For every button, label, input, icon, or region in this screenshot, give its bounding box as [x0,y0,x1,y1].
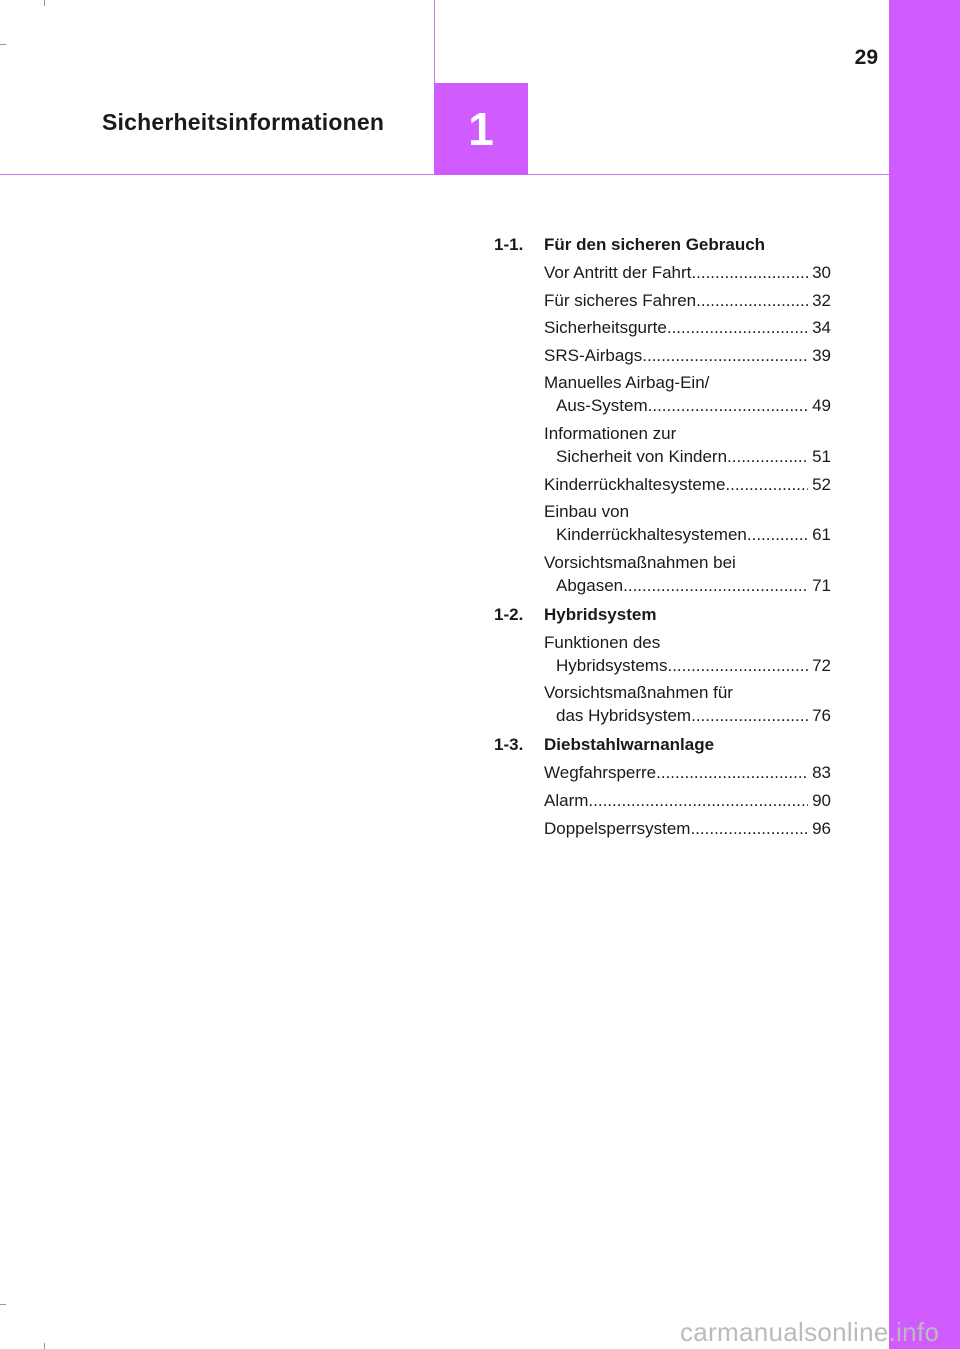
toc-entry[interactable] [544,789,831,812]
toc-entry[interactable] [544,761,831,784]
toc-entry-text: Alarm [544,790,589,810]
crop-mark [44,0,45,6]
section-title: Diebstahlwarnanlage [544,735,715,755]
toc-entry-line [544,654,831,677]
toc-entry-text: Kinderrückhaltesysteme [544,474,726,494]
toc-entry[interactable] [544,500,831,546]
toc-entry-text: Doppelsperrsystem [544,818,691,838]
toc-entry-text: Manuelles Airbag-Ein/ [544,373,710,393]
header-divider [434,0,435,84]
watermark: carmanualsonline.info [680,1317,940,1347]
toc-entry-line [544,473,831,496]
crop-mark [44,1343,45,1349]
toc-entry-line [544,289,831,312]
toc-entry-text: das Hybridsystem [556,706,692,726]
dot-leader [656,761,808,784]
toc-entry-text: Abgasen [556,575,624,595]
toc-page-number: 51 [812,446,831,466]
dot-leader [690,817,808,840]
toc-section [494,734,831,839]
toc-entry-text: Kinderrückhaltesystemen [556,525,747,545]
dot-leader [727,445,808,468]
toc-entry-text: Informationen zur [544,423,677,443]
toc-entry-line [544,704,831,727]
toc-entry-line [544,789,831,812]
toc-page-number: 32 [812,290,831,310]
toc-entry-line [544,574,831,597]
chapter-title: Sicherheitsinformationen [102,109,385,135]
toc-section-heading[interactable] [494,734,831,755]
toc-entry[interactable] [544,371,831,417]
toc-entry-line [544,500,831,523]
toc-entry-line [544,394,831,417]
toc-entry-line [544,445,831,468]
toc-page-number: 34 [812,318,831,338]
toc-entry-text: Wegfahrsperre [544,763,657,783]
toc-entry-text: Sicherheitsgurte [544,318,667,338]
toc-page-number: 61 [812,525,831,545]
toc-entry-line [544,631,831,654]
toc-section-heading[interactable] [494,234,831,255]
section-title: Hybridsystem [544,604,657,624]
toc-entry-text: SRS-Airbags [544,345,643,365]
toc-page-number: 90 [812,790,831,810]
toc-entry-text: Hybridsystems [556,655,668,675]
dot-leader [725,473,808,496]
section-number: 1-2. [494,604,524,624]
toc-entry[interactable] [544,316,831,339]
dot-leader [667,316,808,339]
toc-entry-line [544,261,831,284]
dot-leader [648,394,808,417]
dot-leader [691,261,808,284]
toc-entry-line [544,316,831,339]
table-of-contents [494,234,831,847]
toc-page-number: 76 [812,706,831,726]
toc-entry[interactable] [544,631,831,677]
toc-entry-text: Aus-System [556,396,648,416]
crop-mark [0,1304,6,1305]
toc-entry[interactable] [544,551,831,597]
section-title: Für den sicheren Gebrauch [544,235,766,254]
toc-entry[interactable] [544,289,831,312]
toc-entry[interactable] [544,473,831,496]
toc-entry-text: Für sicheres Fahren [544,290,697,310]
toc-page-number: 96 [812,818,831,838]
toc-page-number: 52 [812,474,831,494]
toc-entry[interactable] [544,422,831,468]
toc-entry-line [544,681,831,704]
section-number: 1-3. [494,735,524,755]
toc-entry-line [544,371,831,394]
toc-page-number: 71 [812,575,831,595]
section-number: 1-1. [494,235,524,254]
toc-entry-line [544,523,831,546]
dot-leader [642,344,808,367]
toc-page-number: 39 [812,345,831,365]
toc-section-heading[interactable] [494,604,831,625]
toc-entry-text: Funktionen des [544,632,661,652]
crop-mark [0,44,6,45]
dot-leader [691,704,808,727]
toc-page-number: 83 [812,763,831,783]
toc-entry-text: Vorsichtsmaßnahmen für [544,683,733,703]
toc-entry-text: Vorsichtsmaßnahmen bei [544,552,736,572]
dot-leader [747,523,808,546]
toc-entry[interactable] [544,681,831,727]
toc-entry-text: Vor Antritt der Fahrt [544,263,692,282]
toc-entry-line [544,817,831,840]
toc-entry-line [544,551,831,574]
toc-entry-text: Einbau von [544,502,630,522]
page-number: 29 [854,46,878,69]
dot-leader [623,574,808,597]
dot-leader [696,289,808,312]
toc-page-number: 30 [812,263,831,282]
toc-page-number: 72 [812,655,831,675]
toc-entry-line [544,344,831,367]
chapter-number-tab: 1 [434,83,528,175]
toc-entry-line [544,761,831,784]
toc-page-number: 49 [812,396,831,416]
toc-entry[interactable] [544,344,831,367]
dot-leader [667,654,808,677]
toc-entry[interactable] [544,261,831,284]
toc-entry-text: Sicherheit von Kindern [556,446,728,466]
toc-section [494,604,831,728]
toc-section [494,234,831,597]
chapter-color-band [889,0,960,1349]
toc-entry-line [544,422,831,445]
dot-leader [588,789,808,812]
toc-entry[interactable] [544,817,831,840]
